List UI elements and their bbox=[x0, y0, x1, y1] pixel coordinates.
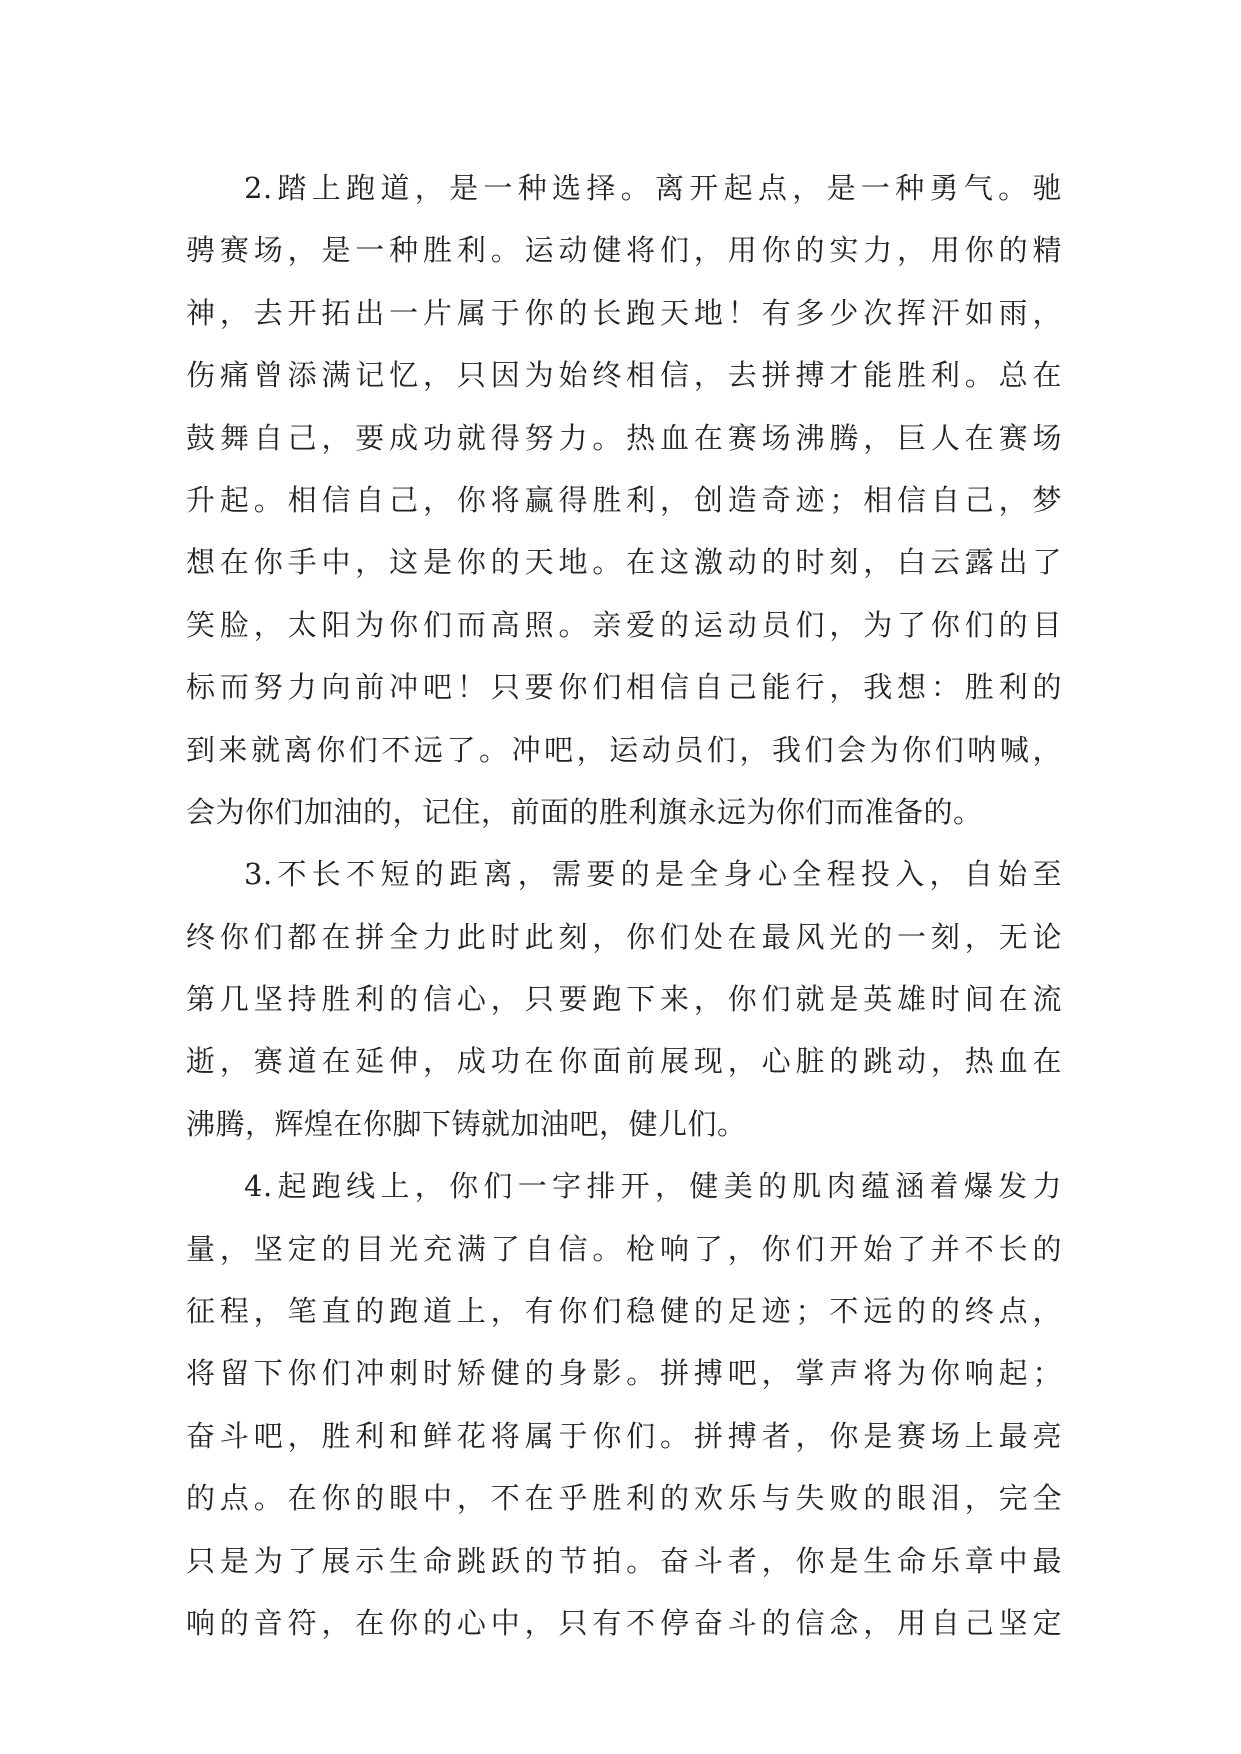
text-line: 骋赛场，是一种胜利。运动健将们，用你的实力，用你的精 bbox=[186, 233, 1062, 268]
text-line: 伤痛曾添满记忆，只因为始终相信，去拼搏才能胜利。总在 bbox=[186, 358, 1062, 393]
text-line: 笑脸，太阳为你们而高照。亲爱的运动员们，为了你们的目 bbox=[186, 607, 1062, 642]
text-line: 鼓舞自己，要成功就得努力。热血在赛场沸腾，巨人在赛场 bbox=[186, 420, 1062, 455]
text-line: 征程，笔直的跑道上，有你们稳健的足迹；不远的的终点， bbox=[186, 1294, 1062, 1329]
document-body bbox=[186, 157, 1062, 1654]
text-line: 终你们都在拼全力此时此刻，你们处在最风光的一刻，无论 bbox=[186, 919, 1062, 954]
paragraph-3 bbox=[186, 843, 1062, 1155]
text-line: 会为你们加油的，记住，前面的胜利旗永远为你们而准备的。 bbox=[186, 794, 983, 829]
text-line: 沸腾，辉煌在你脚下铸就加油吧，健儿们。 bbox=[186, 1106, 747, 1141]
text-line: 神，去开拓出一片属于你的长跑天地！有多少次挥汗如雨， bbox=[186, 295, 1062, 330]
text-line: 想在你手中，这是你的天地。在这激动的时刻，白云露出了 bbox=[186, 545, 1062, 580]
text-line: 逝，赛道在延伸，成功在你面前展现，心脏的跳动，热血在 bbox=[186, 1044, 1062, 1079]
text-line: 的点。在你的眼中，不在乎胜利的欢乐与失败的眼泪，完全 bbox=[186, 1481, 1062, 1516]
text-line: 标而努力向前冲吧！只要你们相信自己能行，我想：胜利的 bbox=[186, 670, 1062, 705]
text-line: 3.不长不短的距离，需要的是全身心全程投入，自始至 bbox=[244, 857, 1062, 892]
text-line: 升起。相信自己，你将赢得胜利，创造奇迹；相信自己，梦 bbox=[186, 482, 1062, 517]
text-line: 只是为了展示生命跳跃的节拍。奋斗者，你是生命乐章中最 bbox=[186, 1543, 1062, 1578]
text-line: 奋斗吧，胜利和鲜花将属于你们。拼搏者，你是赛场上最亮 bbox=[186, 1418, 1062, 1453]
text-line: 响的音符，在你的心中，只有不停奋斗的信念，用自己坚定 bbox=[186, 1605, 1062, 1640]
text-line: 2.踏上跑道，是一种选择。离开起点，是一种勇气。驰 bbox=[244, 171, 1062, 205]
text-line: 量，坚定的目光充满了自信。枪响了，你们开始了并不长的 bbox=[186, 1231, 1062, 1266]
paragraph-2 bbox=[186, 157, 1062, 843]
paragraph-4 bbox=[186, 1155, 1062, 1654]
text-line: 到来就离你们不远了。冲吧，运动员们，我们会为你们呐喊， bbox=[186, 732, 1062, 767]
text-line: 将留下你们冲刺时矫健的身影。拼搏吧，掌声将为你响起； bbox=[186, 1356, 1062, 1391]
text-line: 第几坚持胜利的信心，只要跑下来，你们就是英雄时间在流 bbox=[186, 982, 1062, 1017]
text-line: 4.起跑线上，你们一字排开，健美的肌肉蕴涵着爆发力 bbox=[244, 1169, 1062, 1204]
